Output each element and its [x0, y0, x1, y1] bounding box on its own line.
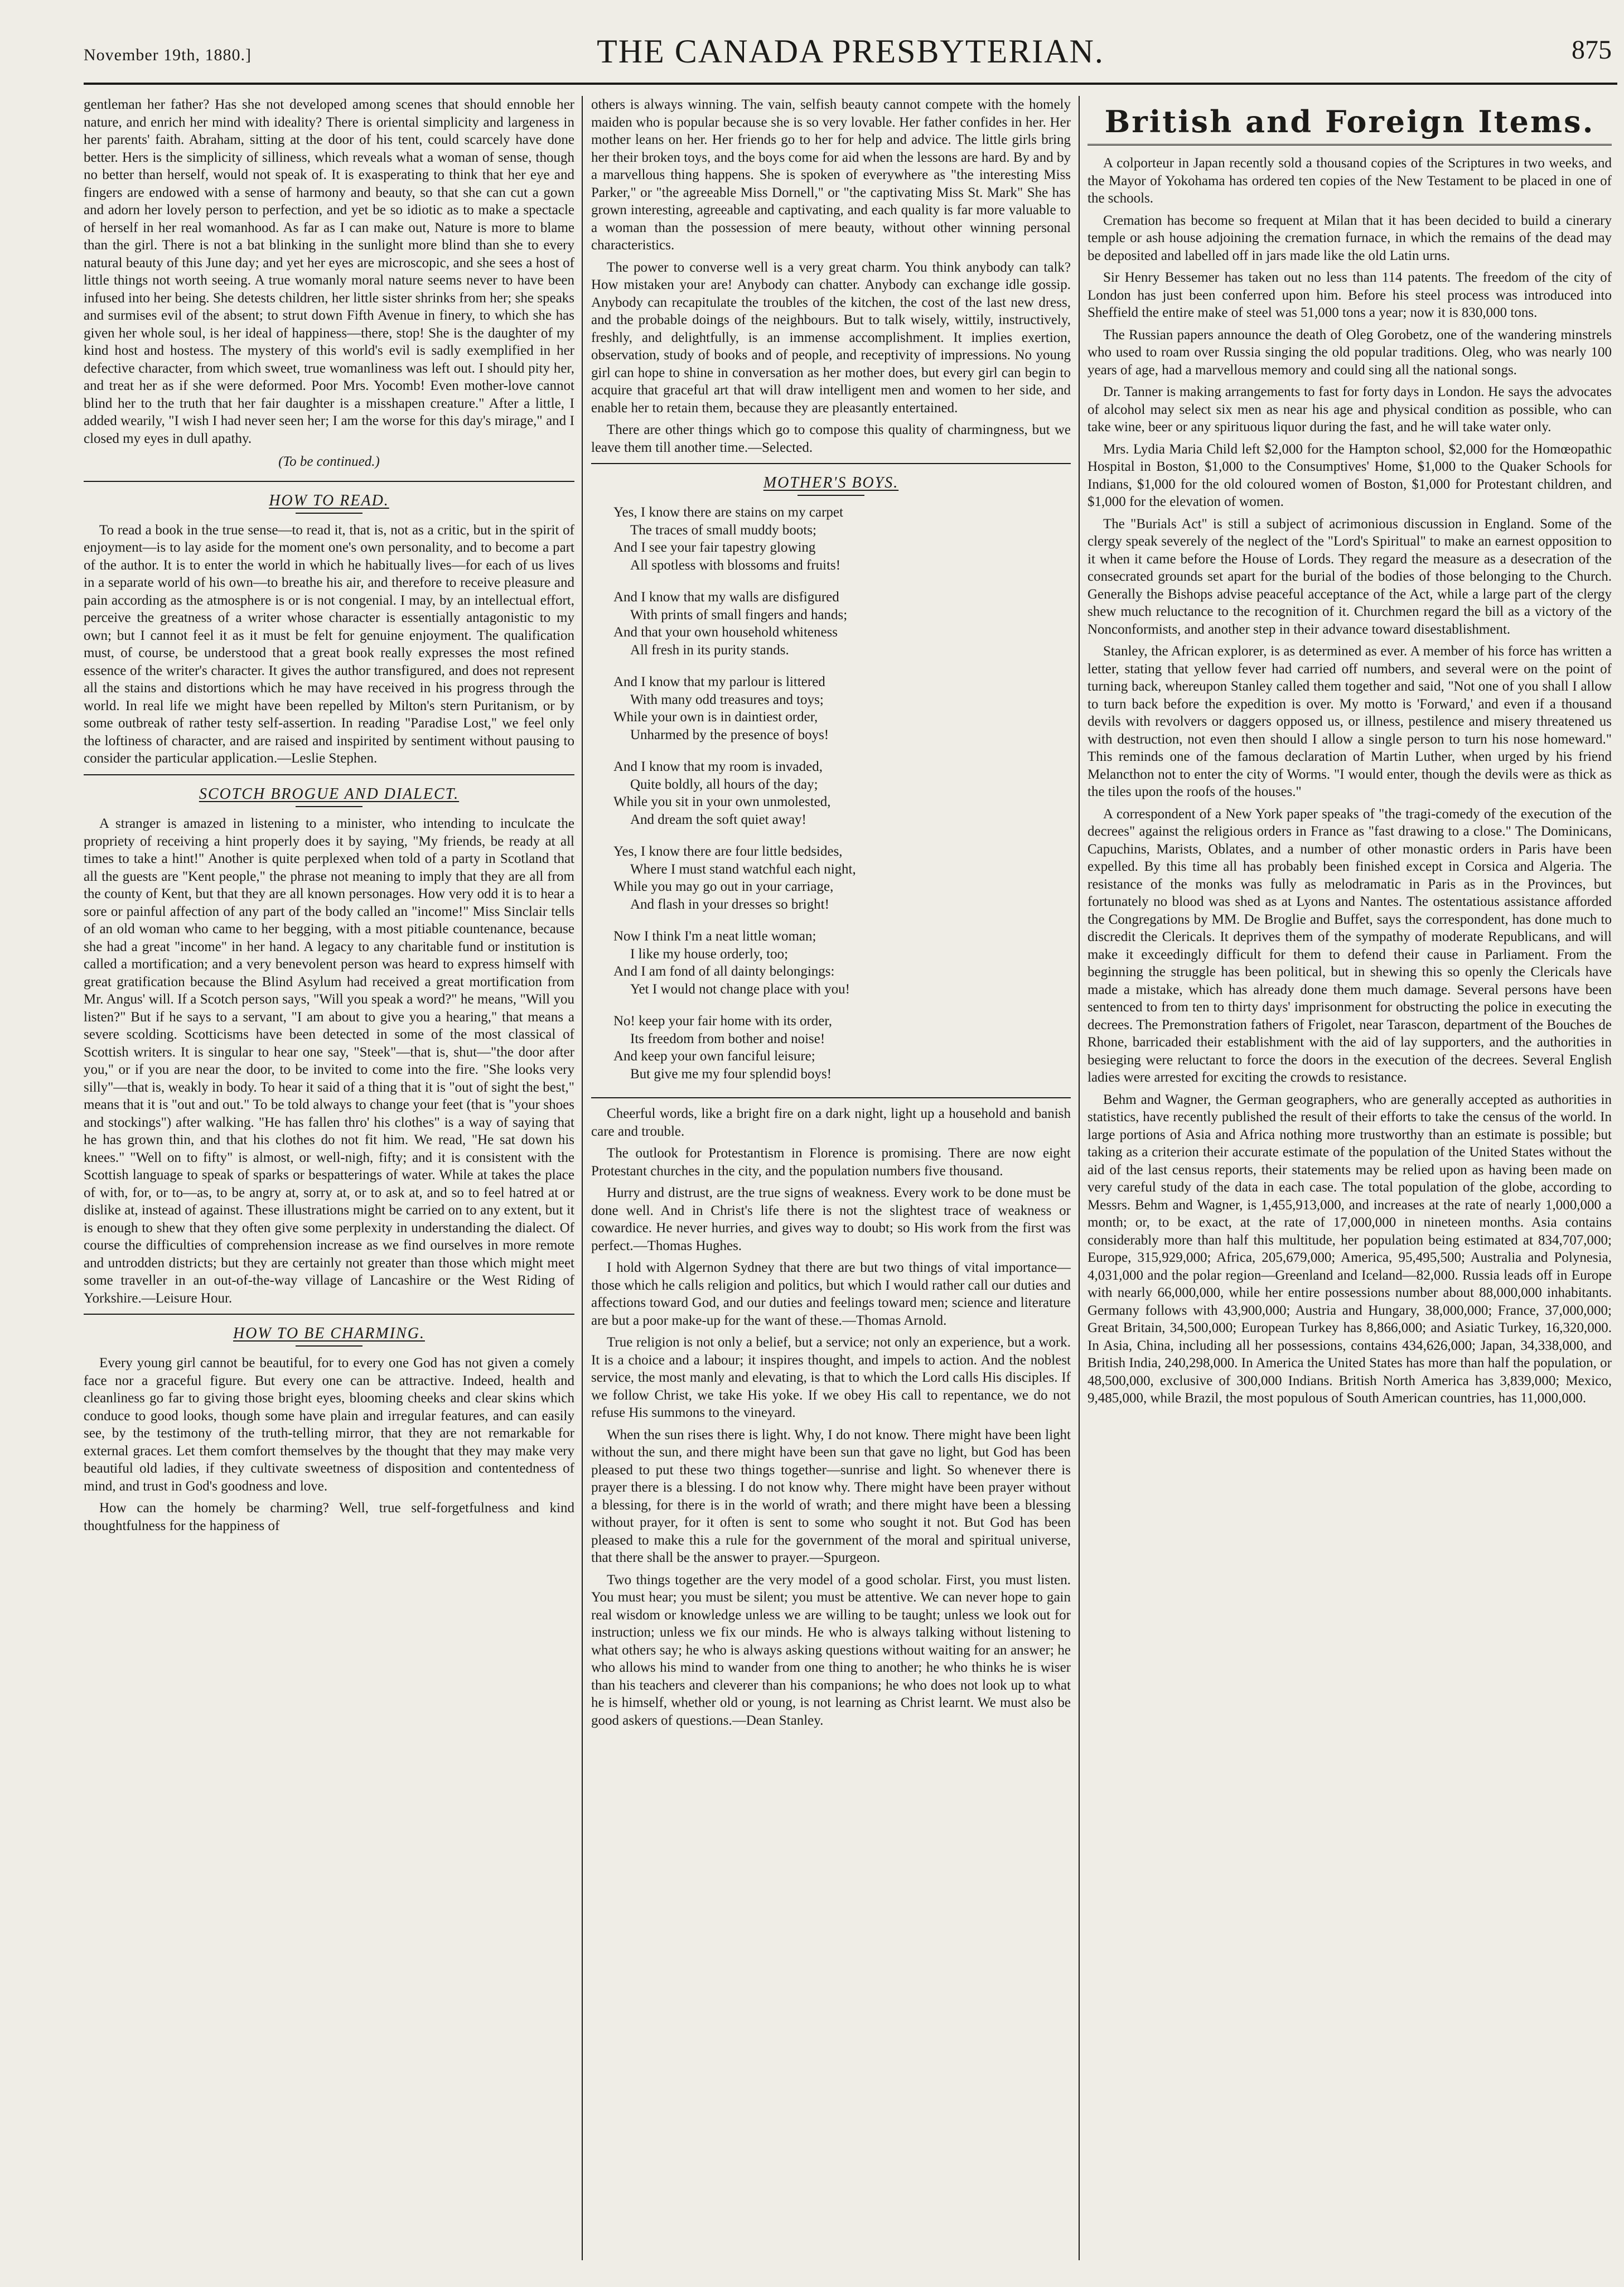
quote-paragraph: Cheerful words, like a bright fire on a dark night, light up a household and banish care and trouble. — [591, 1106, 1071, 1139]
poem-line: Unharmed by the presence of boys! — [630, 727, 829, 742]
poem-line: Yes, I know there are four little bedsides, — [613, 844, 843, 860]
poem-line: And I am fond of all dainty belongings: — [613, 964, 835, 980]
section-rule — [591, 463, 1071, 464]
poem-line: All spotless with blossoms and fruits! — [630, 557, 841, 573]
title-underline — [296, 1345, 362, 1347]
story-continuation: gentleman her father? Has she not developed among scenes that should ennoble her nature, and enrich her mind with ideality? There is oriental simplicity and largeness in her parents' faith. Abraham, sitting at the door of his tent, could scarcely have done better. Hers is the simplicity of silliness, which reveals what a woman of sense, though no better than herself, would not speak of. It is exasperating to think that her eye and fingers are endowed with a sense of harmony and beauty, so that she can cut a gown and adorn her lovely person to perfection, and yet be so idiotic as to make a spectacle of herself in her real womanhood. As far as I can make out, Nature is more to blame than the girl. There is not a bat blinking in the sunlight more blind than she to every natural beauty of this June day; and yet her eyes are microscopic, and she sees a host of little things not worth seeing. A true womanly moral nature seems never to have been infused into her being. She detests children, her little sister shrinks from her; she speaks and surmises evil of the absent; to strut down Fifth Avenue in finery, to which she has given her whole soul, is her ideal of happiness—there, stop! She is the daughter of my kind host and hostess. The mystery of this world's evil is sadly exemplified in her defective character, from which sweet, true womanliness was left out. I should pity her, and treat her as if she were deformed. Poor Mrs. Yocomb! Even mother-love cannot blind her to the truth that her fair daughter is a misshapen creature." After a little, I added wearily, "I wish I had never seen her; I am the worse for this day's mirage," and I closed my eyes in dull apathy. — [84, 97, 574, 446]
poem-line: While you sit in your own unmolested, — [613, 794, 831, 810]
section-rule — [84, 481, 574, 482]
news-item: A correspondent of a New York paper speaks of "the tragi-comedy of the execution of the decrees" against the religious orders in France as "fast drawing to a close." The Dominicans, Capuchins, Marists, Oblates, and a number of other monastic orders in Paris have been expelled. By this time all has probably been finished except in Corsica and Algeria. The resistance of the monks was fully as melodramatic in Paris as in the Provinces, but fortunately no blood was shed as at Lyons and Nantes. The ostentatious assistance afforded the Congregations by MM. De Broglie and Buffet, says the correspondent, has done much to discredit the Clericals. It deprives them of the sympathy of moderate Republicans, and will make it exceedingly difficult for them to defend their cause in Parliament. From the beginning the struggle has been political, but in shewing this so openly the Clericals have made a mistake, which has already done them much damage. Several persons have been sentenced to from ten to thirty days' imprisonment for obstructing the police in executing the decrees. The Premonstration fathers of Frigolet, near Tarascon, department of the Bouches de Rhone, barricaded their establishment with the aid of lay supporters, and the authorities in besieging were reluctant to force the doors in the execution of the decrees. Several English ladies were arrested for exciting the crowds to resistance. — [1088, 806, 1612, 1085]
poem-line: And I know that my room is invaded, — [613, 759, 823, 775]
poem-line: I like my house orderly, too; — [630, 946, 789, 962]
article-paragraph: The power to converse well is a very great charm. You think anybody can talk? How mistaken your are! Anybody can chatter. Anybody can exchange idle gossip. Anybody can recapitulate the troubles of the kitchen, the cost of the last new dress, and the probable doings of the neighbours. But to talk wisely, wittily, instructively, freshly, and delightfully, is an immense accomplishment. It implies exertion, observation, study of books and of people, and receptivity of impressions. No young girl can hope to shine in conversation as her mother does, but every girl can begin to acquire that graceful art that will draw intelligent men and women to her side, and enable her to retain them, because they are pleasantly entertained. — [591, 259, 1071, 416]
page-header — [84, 27, 1617, 77]
article-paragraph: A stranger is amazed in listening to a minister, who intending to inculcate the propriety of receiving a hint properly does it by saying, "My friends, be ready at all times to take a hint!" Another is quite perplexed when told of a party in Scotland that all the guests are "Kent people," the phrase not meaning to imply that they are all from the county of Kent, but that they are all known personages. How very odd it is to hear a sore or painful affection of any part of the body called an "income!" Miss Sinclair tells of an old woman who came to her begging, with a most pitiable countenance, because she had a great "income" in her hand. A legacy to any charitable fund or institution is called a mortification; and a very benevolent person was heard to express himself with great gratification because the Blind Asylum had received a great mortification from Mr. Angus' will. If a Scotch person says, "Will you speak a word?" he means, "Will you listen?" But if he says to a servant, "I am about to give you a hearing," that means a severe scolding. Scotticisms have been detected in some of the most classical of Scottish writers. It is singular to hear one say, "Steek"—that is, shut—"the door after you," or if you are near the door, to be invited to come into the fire. "She looks very silly"—that is, weakly in body. To hear it said of a thing that it is "out of sight the best," means that it is "out and out." To be told always to change your feet (that is "your shoes and stockings") after walking. "He has fallen thro' his clothes" is a way of saying that he has grown thin, and that his clothes do not fit him. We read, "He sat down his knees." "Well on to fifty" is almost, or well-nigh, fifty; and it is consistent with the Scottish language to speak of sparks or bespatterings of water. While at takes the place of with, for, or to—as, to be angry at, sorry at, or to ask at, and so to feel hatred at or dislike at, instead of against. These illustrations might be carried on to any extent, but it is enough to shew that they often give some perplexity in understanding the dialect. Of course the difficulties of comprehension increase as we find ourselves in more remote and untrodden districts; but they are certainly not greater than those which might meet some traveller in an out-of-the-way village of Lancashire or the West Riding of Yorkshire.—Leisure Hour. — [84, 816, 574, 1306]
poem — [613, 504, 1071, 1083]
news-item: Stanley, the African explorer, is as determined as ever. A member of his force has written a letter, stating that yellow fever had carried off numbers, and several were on the point of turning back, whereupon Stanley called them together and said, "Not one of you shall I allow to turn back before the expedition is over. My motto is 'Forward,' and even if a thousand devils with revolvers or daggers opposed us, or illness, pestilence and misery threatened us with destruction, not even then should I allow a single person to turn his nose homeward." This reminds one of the famous declaration of Martin Luther, when urged by his friend Melancthon not to enter the city of Worms. "I would enter, though the devils were as thick as the tiles upon the roofs of the houses." — [1088, 644, 1612, 800]
poem-line: And dream the soft quiet away! — [630, 812, 806, 827]
section-banner: British and Foreign Items. — [1104, 104, 1595, 139]
quote-paragraph: True religion is not only a belief, but a service; not only an experience, but a work. It is a choice and a labour; it inspires thought, and impels to action. And the noblest service, the most manly and elevating, is that to which the Lord calls His disciples. If we follow Christ, we take His yoke. If we obey His call to repentance, we do not refuse His summons to the vineyard. — [591, 1335, 1071, 1421]
poem-stanza — [613, 843, 1071, 913]
title-underline — [296, 513, 362, 514]
poem-line: And keep your own fanciful leisure; — [613, 1049, 815, 1064]
news-item: A colporteur in Japan recently sold a thousand copies of the Scriptures in two weeks, and the Mayor of Yokohama has ordered ten copies of the New Testament to be placed in one of the schools. — [1088, 156, 1612, 206]
section-title-how-to-be-charming: HOW TO BE CHARMING. — [233, 1325, 425, 1343]
column-left — [84, 96, 574, 2271]
quote-paragraph: Hurry and distrust, are the true signs of weakness. Every work to be done must be done well. And in Christ's life there is not the slightest trace of weakness or cowardice. He never hurries, and gives way to doubt; so His work from the first was perfect.—Thomas Hughes. — [591, 1185, 1071, 1253]
article-paragraph: How can the homely be charming? Well, true self-forgetfulness and kind thoughtfulness for the happiness of — [84, 1500, 574, 1533]
poem-stanza — [613, 758, 1071, 828]
news-item: The "Burials Act" is still a subject of acrimonious discussion in England. Some of the clergy speak severely of the neglect of the "Lord's Spiritual" to make an earnest opposition to it when it came before the House of Lords. They regard the measure as a desecration of the consecrated grounds set apart for the burial of the bodies of those belonging to the Church. Generally the Bishops advise peaceful acceptance of the Act, while a large part of the clergy shew much reluctance to the recognition of it. Churchmen regard the bill as a victory of the Nonconformists, and another step in their advance toward disestablishment. — [1088, 516, 1612, 637]
section-rule — [84, 774, 574, 775]
column-divider — [582, 96, 583, 2260]
poem-line: No! keep your fair home with its order, — [613, 1014, 832, 1029]
poem-line: And I know that my parlour is littered — [613, 674, 825, 690]
news-item: Mrs. Lydia Maria Child left $2,000 for the Hampton school, $2,000 for the Homœopathic Hospital in Boston, $1,000 to the Consumptives' Home, $1,000 to the Quaker Schools for Indians, $1,000 for the old coloured women of Boston, $1,000 for Protestant children, and $1,000 for the elevation of women. — [1088, 441, 1612, 510]
poem-line: With many odd treasures and toys; — [630, 692, 824, 707]
quote-paragraph: The outlook for Protestantism in Florence is promising. There are now eight Protestant churches in the city, and the population numbers five thousand. — [591, 1146, 1071, 1179]
poem-line: While you may go out in your carriage, — [613, 879, 834, 895]
banner-rule — [1088, 144, 1612, 146]
title-underline — [798, 495, 864, 496]
poem-stanza — [613, 588, 1071, 659]
poem-line: And I know that my walls are disfigured — [613, 590, 839, 605]
page-number: 875 — [1572, 35, 1612, 65]
column-middle — [591, 96, 1071, 2271]
news-item: Cremation has become so frequent at Milan that it has been decided to build a cinerary temple or ash house adjoining the cremation furnace, in which the remains of the dead may be deposited and labelled off in jars made like the old Latin urns. — [1088, 213, 1612, 263]
header-rule — [84, 83, 1617, 85]
article-paragraph: others is always winning. The vain, selfish beauty cannot compete with the homely maiden who is popular because she is so very lovable. Her father confides in her. Her mother leans on her. Her friends go to her for help and advice. The little girls bring her their broken toys, and the boys come for aid when the lessons are hard. By and by a marvellous thing happens. She is spoken of everywhere as "the interesting Miss Parker," or "the agreeable Miss Dornell," or "the captivating Miss St. Mark" She has grown interesting, agreeable and captivating, and each quality is far more valuable to a woman than the possession of mere beauty, without other winning personal characteristics. — [591, 97, 1071, 253]
poem-line: Where I must stand watchful each night, — [630, 861, 856, 877]
article-paragraph: There are other things which go to compose this quality of charmingness, but we leave them till another time.—Selected. — [591, 422, 1071, 455]
poem-stanza — [613, 673, 1071, 744]
poem-stanza — [613, 1012, 1071, 1083]
poem-line: Quite boldly, all hours of the day; — [630, 776, 818, 792]
poem-line: But give me my four splendid boys! — [630, 1066, 832, 1082]
poem-line: Its freedom from bother and noise! — [630, 1031, 825, 1046]
poem-line: The traces of small muddy boots; — [630, 522, 816, 538]
quote-paragraph: Two things together are the very model of a good scholar. First, you must listen. You must hear; you must be silent; you must be attentive. We can never hope to gain real wisdom or knowledge unless we are willing to be taught; unless we look out for instruction; unless we fix our minds. He who is always talking without listening to what others say; he who is always asking questions without waiting for an answer; he who allows his mind to wander from one thing to another; he who thinks he is wiser than his teachers and cleverer than his companions; he who does not look up to what he is himself, whether old or young, is not learning as Christ learnt. We must also be good askers of questions.—Dean Stanley. — [591, 1572, 1071, 1728]
poem-line: And flash in your dresses so bright! — [630, 896, 829, 912]
to-be-continued: (To be continued.) — [278, 454, 380, 469]
section-rule — [591, 1097, 1071, 1098]
poem-line: Now I think I'm a neat little woman; — [613, 929, 816, 944]
column-divider — [1079, 96, 1080, 2260]
section-title-how-to-read: HOW TO READ. — [269, 491, 389, 509]
poem-title: MOTHER'S BOYS. — [763, 474, 899, 491]
title-underline — [296, 806, 362, 807]
news-item: Sir Henry Bessemer has taken out no less than 114 patents. The freedom of the city of London has just been conferred upon him. Before his steel process was introduced into Sheffield the entire make of steel was 51,000 tons a year; now it is 830,000 tons. — [1088, 270, 1612, 321]
issue-date: November 19th, 1880.] — [84, 46, 252, 64]
article-paragraph: To read a book in the true sense—to read it, that is, not as a critic, but in the spirit of enjoyment—is to lay aside for the moment one's own personality, and to become a part of the author. It is to enter the world in which he habitually lives—for each of us lives in a separate world of his own—to breathe his air, and therefore to receive pleasure and pain according as the atmosphere is or is not congenial. I may, by an intellectual effort, perceive the greatness of a writer whose character is essentially antagonistic to my own; but I cannot feel it as it must be felt for genuine enjoyment. The qualification must, of course, be understood that a great book really expresses the most refined essence of the writer's character. It gives the author transfigured, and does not represent all the stains and distortions which he may have received in his progress through the world. In real life we might have been repelled by Milton's stern Puritanism, or by some outbreak of rather testy self-assertion. In reading "Paradise Lost," we feel only the loftiness of character, and are raised and inspirited by sentiment without pausing to consider the particular application.—Leslie Stephen. — [84, 522, 574, 766]
poem-line: All fresh in its purity stands. — [630, 642, 789, 658]
poem-line: With prints of small fingers and hands; — [630, 607, 848, 623]
quote-paragraph: I hold with Algernon Sydney that there are but two things of vital importance—those which he calls religion and politics, but which I would rather call our duties and affections toward God, and our duties and feelings toward men; science and literature are but a poor make-up for the want of these.—Thomas Arnold. — [591, 1260, 1071, 1328]
section-title-scotch-brogue: SCOTCH BROGUE AND DIALECT. — [199, 785, 460, 803]
masthead-title: THE CANADA PRESBYTERIAN. — [597, 33, 1104, 70]
article-paragraph: Every young girl cannot be beautiful, for to every one God has not given a comely face nor a graceful figure. But every one can be attractive. Indeed, health and cleanliness go far to giving those bright eyes, blooming cheeks and clear skins which conduce to good looks, though some have plain and irregular features, and can easily see, by the testimony of the truth-telling mirror, that they are not remarkable for external graces. Let them comfort themselves by the thought that they may make very beautiful old ladies, if they cultivate sweetness of disposition and contentedness of mind, and trust in God's goodness and love. — [84, 1355, 574, 1494]
news-item: The Russian papers announce the death of Oleg Gorobetz, one of the wandering minstrels who used to roam over Russia singing the old popular traditions. Oleg, who was nearly 100 years of age, had a marvellous memory and could sing all the national songs. — [1088, 327, 1612, 378]
poem-line: Yes, I know there are stains on my carpet — [613, 505, 843, 520]
poem-stanza — [613, 504, 1071, 574]
news-item: Dr. Tanner is making arrangements to fast for forty days in London. He says the advocates of alcohol may select six men as near his age and physical condition as possible, who can take wine, beer or any spirituous liquor during the fast, and he will take water only. — [1088, 384, 1612, 435]
poem-line: And that your own household whiteness — [613, 625, 838, 640]
quote-paragraph: When the sun rises there is light. Why, I do not know. There might have been light without the sun, and there might have been sun that gave no light, but God has been pleased to put these two things together—sunrise and light. So whenever there is prayer there is a blessing. I do not know why. There might have been prayer without a blessing, for there is in the world of wrath; and there might have been a blessing without prayer, for it often is sent to some who sought it not. But God has been pleased to make this a rule for the government of the moral and spiritual universe, that there shall be the answer to prayer.—Spurgeon. — [591, 1427, 1071, 1566]
poem-line: While your own is in daintiest order, — [613, 710, 818, 725]
poem-line: And I see your fair tapestry glowing — [613, 540, 816, 556]
poem-stanza — [613, 928, 1071, 998]
section-rule — [84, 1314, 574, 1315]
news-item: Behm and Wagner, the German geographers, who are generally accepted as authorities in statistics, have recently published the result of their efforts to take the census of the world. In large portions of Asia and Africa nothing more trustworthy than an estimate is possible; but taking as a criterion their accurate estimate of the population of the United States without the aid of the last census reports, their statements may be relied upon as having been made on very careful study of the data in each case. The total population of the globe, according to Messrs. Behm and Wagner, is 1,455,913,000, and increases at the rate of nearly 1,000,000 a month; or, to be exact, at the rate of 17,000,000 in nineteen months. Asia contains considerably more than half this multitude, her population being estimated at 834,707,000; Europe, 315,929,000; Africa, 205,679,000; America, 95,495,500; Australia and Polynesia, 4,031,000 and the polar region—Greenland and Iceland—82,000. Russia leads off in Europe with nearly 66,000,000, while her entire possessions number about 88,000,000 inhabitants. Germany follows with 43,900,000; Austria and Hungary, 38,000,000; France, 37,000,000; Great Britain, 34,500,000; European Turkey has 8,866,000; and Asiatic Turkey, 16,320,000. In Asia, China, including all her possessions, contains 434,626,000; Japan, 34,338,000, and British India, 240,298,000. In America the United States has more than half the population, or 48,500,000, exclusive of 300,000 Indians. British North America has 3,839,000; Mexico, 9,485,000, while Brazil, the most populous of South American countries, has 11,000,000. — [1088, 1092, 1612, 1406]
column-right — [1088, 96, 1612, 2271]
poem-line: Yet I would not change place with you! — [630, 981, 850, 997]
